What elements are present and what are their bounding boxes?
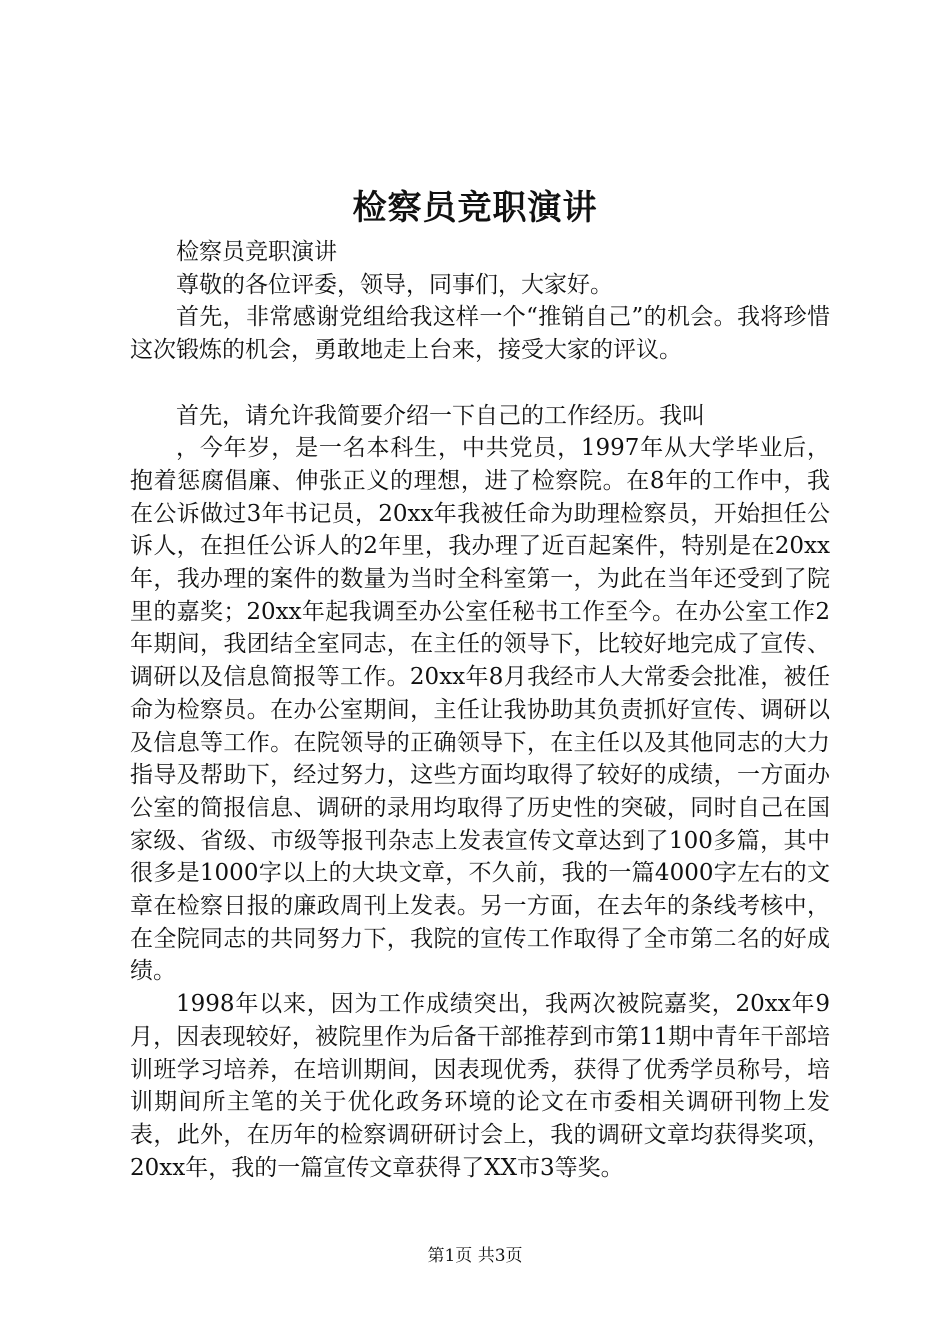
paragraph-thanks: 首先，非常感谢党组给我这样一个“推销自己”的机会。我将珍惜这次锻炼的机会，勇敢地走上台来，接受大家的评议。	[130, 304, 830, 364]
paragraph-subtitle: 检察员竞职演讲	[176, 239, 337, 265]
document-title: 检察员竞职演讲	[352, 188, 598, 228]
paragraph-intro: 首先，请允许我简要介绍一下自己的工作经历。我叫	[176, 402, 705, 429]
document-body	[130, 236, 830, 1184]
paragraph-awards: 1998年以来，因为工作成绩突出，我两次被院嘉奖，20xx年9月，因表现较好，被院里作为后备干部推荐到市第11期中青年干部培训班学习培养，在培训期间，因表现优秀，获得了优秀学员称号，培训期间所主笔的关于优化政务环境的论文在市委相关调研刊物上发表，此外，在历年的检察调研研讨会上，我的调研文章均获得奖项，20xx年，我的一篇宣传文章获得了XX市3等奖。	[130, 991, 830, 1181]
paragraph-greeting: 尊敬的各位评委，领导，同事们，大家好。	[176, 271, 613, 298]
page-footer: 第1页 共3页	[427, 1246, 523, 1266]
paragraph-work-history: ，今年岁，是一名本科生，中共党员，1997年从大学毕业后，抱着惩腐倡廉、伸张正义的理想，进了检察院。在8年的工作中，我在公诉做过3年书记员，20xx年我被任命为助理检察员，开始担任公诉人，在担任公诉人的2年里，我办理了近百起案件，特别是在20xx年，我办理的案件的数量为当时全科室第一，为此在当年还受到了院里的嘉奖；20xx年起我调至办公室任秘书工作至今。在办公室工作2年期间，我团结全室同志，在主任的领导下，比较好地完成了宣传、调研以及信息简报等工作。20xx年8月我经市人大常委会批准，被任命为检察员。在办公室期间，主任让我协助其负责抓好宣传、调研以及信息等工作。在院领导的正确领导下，在主任以及其他同志的大力指导及帮助下，经过努力，这些方面均取得了较好的成绩，一方面办公室的简报信息、调研的录用均取得了历史性的突破，同时自己在国家级、省级、市级等报刊杂志上发表宣传文章达到了100多篇，其中很多是1000字以上的大块文章，不久前，我的一篇4000字左右的文章在检察日报的廉政周刊上发表。另一方面，在去年的条线考核中，在全院同志的共同努力下，我院的宣传工作取得了全市第二名的好成绩。	[130, 435, 830, 985]
